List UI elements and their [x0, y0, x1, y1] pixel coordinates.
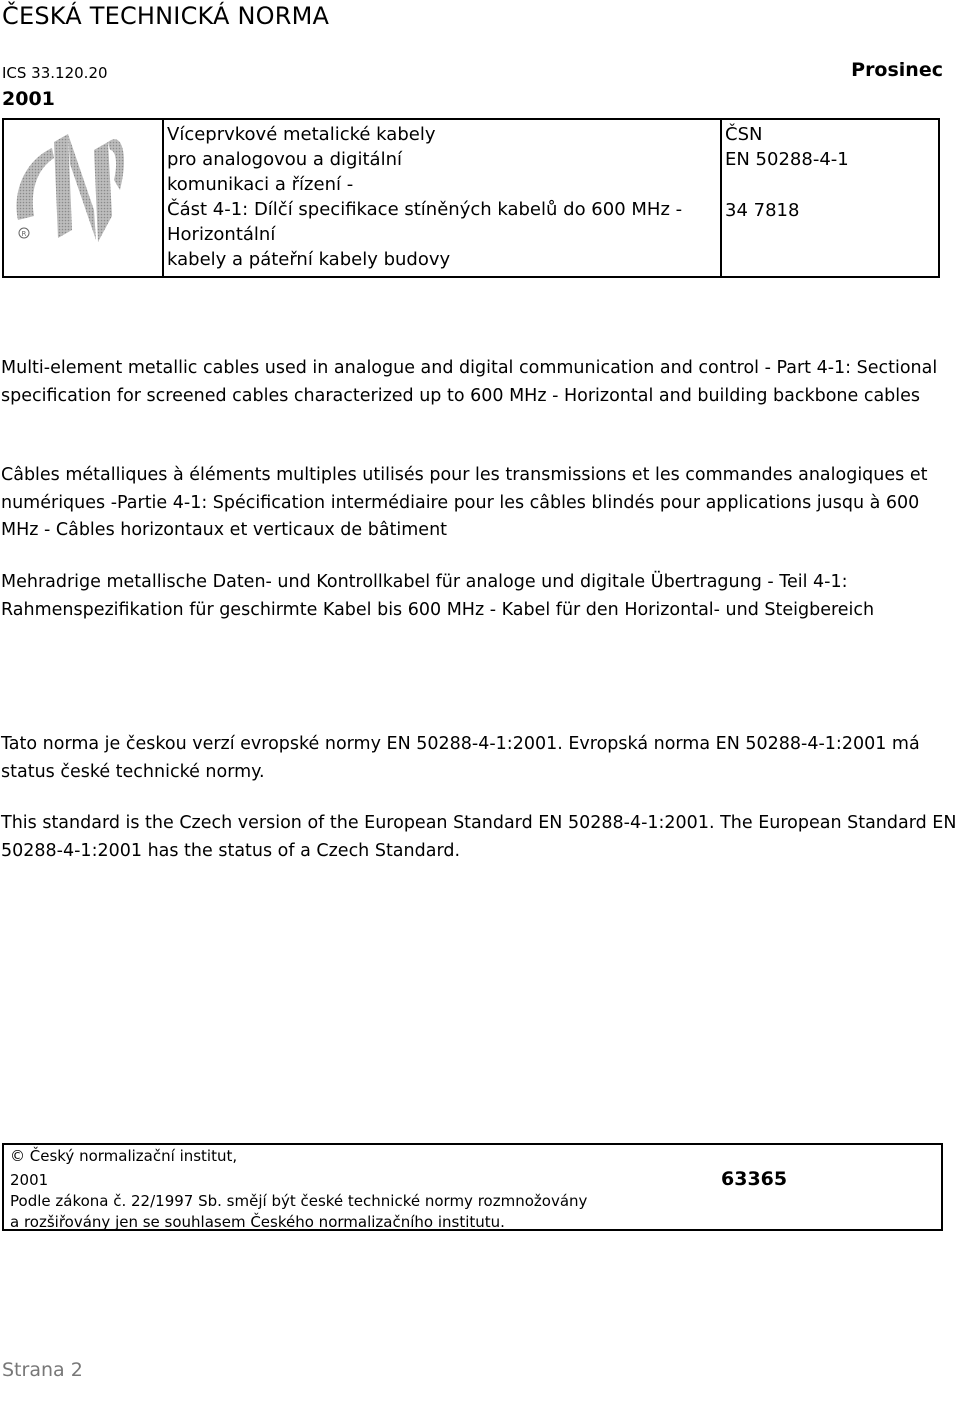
copyright-year: 2001 [10, 1171, 49, 1189]
copyright-line: © Český normalizační institut, [10, 1147, 238, 1165]
czech-title [164, 120, 722, 276]
cni-logo-icon [4, 120, 162, 276]
csn-label: ČSN [725, 124, 763, 145]
cz-title-line: Část 4-1: Dílčí specifikace stíněných kabelů do 600 MHz - [167, 199, 683, 220]
cz-title-line: kabely a páteřní kabely budovy [167, 249, 451, 270]
cz-title-line: Horizontální [167, 224, 276, 245]
page-number: Strana 2 [2, 1359, 83, 1381]
standard-header-table [2, 118, 940, 278]
csn-cell [722, 120, 940, 276]
cz-title-line: komunikaci a řízení - [167, 174, 354, 195]
czech-status-note: Tato norma je českou verzí evropské normy EN 50288-4-1:2001. Evropská norma EN 50288-4-1:2001 má status české technické normy. [1, 734, 920, 782]
law-notice-line: Podle zákona č. 22/1997 Sb. smějí být české technické normy rozmnožovány [10, 1192, 588, 1210]
en-standard-code: EN 50288-4-1 [725, 149, 849, 170]
issue-month: Prosinec [851, 59, 943, 81]
copyright-box [2, 1143, 943, 1231]
english-status-note: This standard is the Czech version of the European Standard EN 50288-4-1:2001. The European Standard EN 50288-4-1:2001 has the status of a Czech Standard. [1, 813, 957, 861]
cz-title-line: Víceprvkové metalické kabely [167, 124, 436, 145]
classification-code: 34 7818 [725, 200, 800, 221]
document-title: ČESKÁ TECHNICKÁ NORMA [2, 2, 330, 30]
issue-year: 2001 [2, 88, 55, 110]
svg-text:R: R [21, 230, 27, 238]
french-title: Câbles métalliques à éléments multiples utilisés pour les transmissions et les commandes analogiques et numériques -Partie 4-1: Spécification intermédiaire pour les câbles blindés pour applications jusqu à 600 MHz - Câbles horizontaux et verticaux de bâtiment [1, 465, 928, 540]
catalog-number: 63365 [721, 1168, 788, 1190]
cz-title-line: pro analogovou a digitální [167, 149, 402, 170]
english-title: Multi-element metallic cables used in analogue and digital communication and control - Part 4-1: Sectional specification for screened cables characterized up to 600 MHz - Horizontal and building backbone cables [1, 358, 938, 406]
law-notice-line: a rozšiřovány jen se souhlasem Českého normalizačního institutu. [10, 1213, 505, 1231]
german-title: Mehradrige metallische Daten- und Kontrollkabel für analoge und digitale Übertragung - Teil 4-1: Rahmenspezifikation für geschirmte Kabel bis 600 MHz - Kabel für den Horizontal- und Steigbereich [1, 572, 875, 620]
logo-cell [4, 120, 164, 276]
ics-code: ICS 33.120.20 [2, 64, 108, 82]
